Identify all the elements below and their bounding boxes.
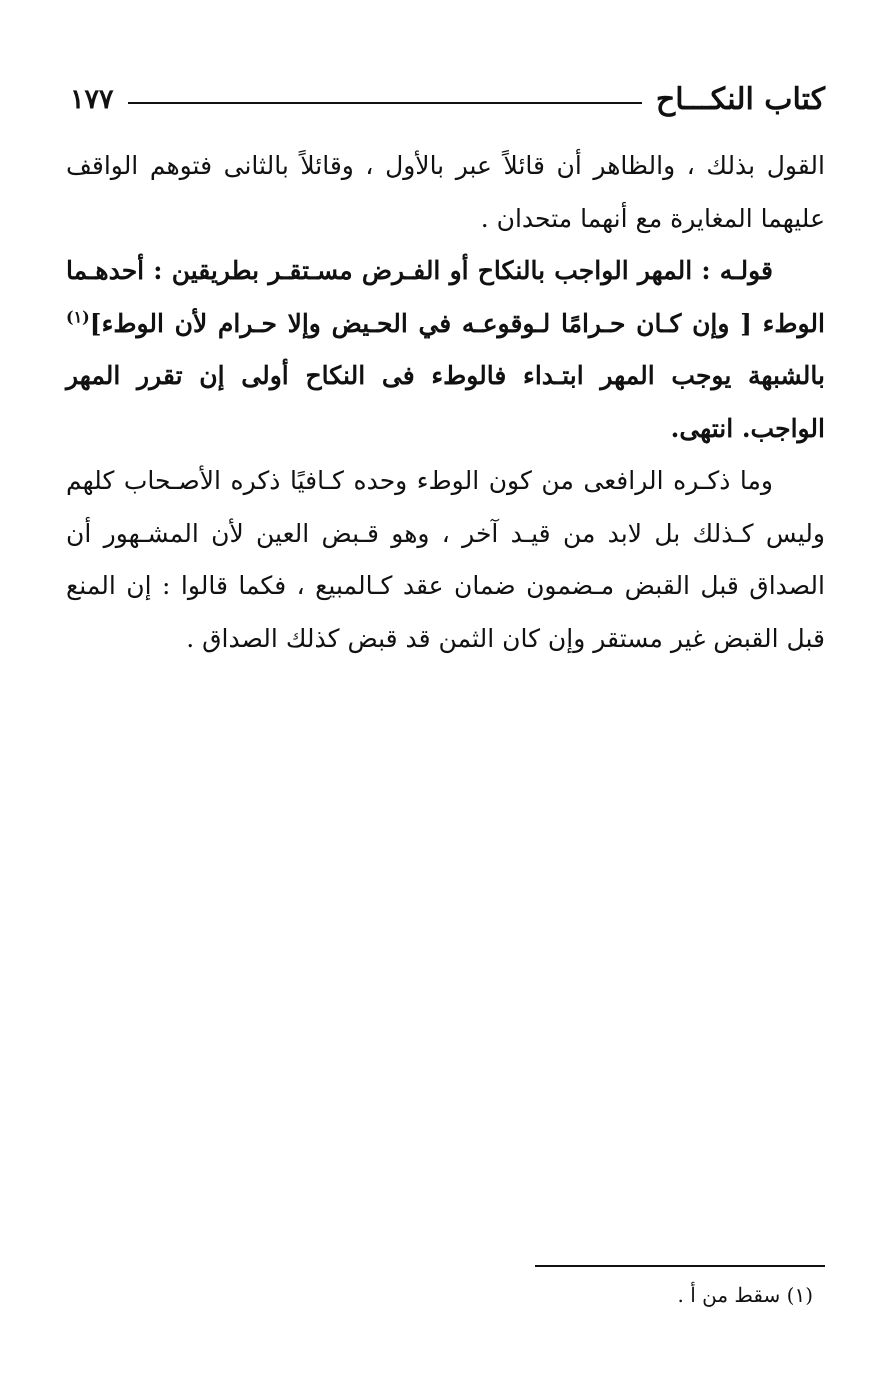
footnote-1: (١) سقط من أ . xyxy=(677,1283,813,1307)
paragraph-2 xyxy=(66,245,825,455)
paragraph-1: القول بذلك ، والظاهر أن قائلاً عبر بالأول ، وقائلاً بالثانى فتوهم الواقف عليهما المغايرة مع أنهما متحدان . xyxy=(66,151,825,233)
paragraph-2-main: قولـه : المهر الواجب بالنكاح أو الفـرض مسـتقـر بطريقين : أحدهـما الوطء [ وإن كـان حـرامًا لـوقوعـه في الحـيض وإلا حـرام لأن الوطء] xyxy=(66,256,825,338)
body-text xyxy=(66,140,825,665)
chapter-title: كتاب النكـــاح xyxy=(655,81,825,117)
footnote-reference[interactable]: (١) xyxy=(66,307,90,327)
page-number: ١٧٧ xyxy=(70,83,114,115)
paragraph-2-end: بالشبهة يوجب المهر ابتـداء فالوطء فى النكاح أولى إن تقرر المهر الواجب. انتهى. xyxy=(66,361,825,443)
footnote-rule xyxy=(535,1265,825,1267)
page-header xyxy=(70,74,825,124)
paragraph-3: وما ذكـره الرافعى من كون الوطء وحده كـافيًا ذكره الأصـحاب كلهم وليس كـذلك بل لابد من قيـد آخر ، وهو قـبض العين لأن المشـهور أن الصداق قبل القبض مـضمون ضمان عقد كـالمبيع ، فكما قالوا : إن المنع قبل القبض غير مستقر وإن كان الثمن قد قبض كذلك الصداق . xyxy=(66,466,825,653)
header-rule xyxy=(128,102,642,104)
